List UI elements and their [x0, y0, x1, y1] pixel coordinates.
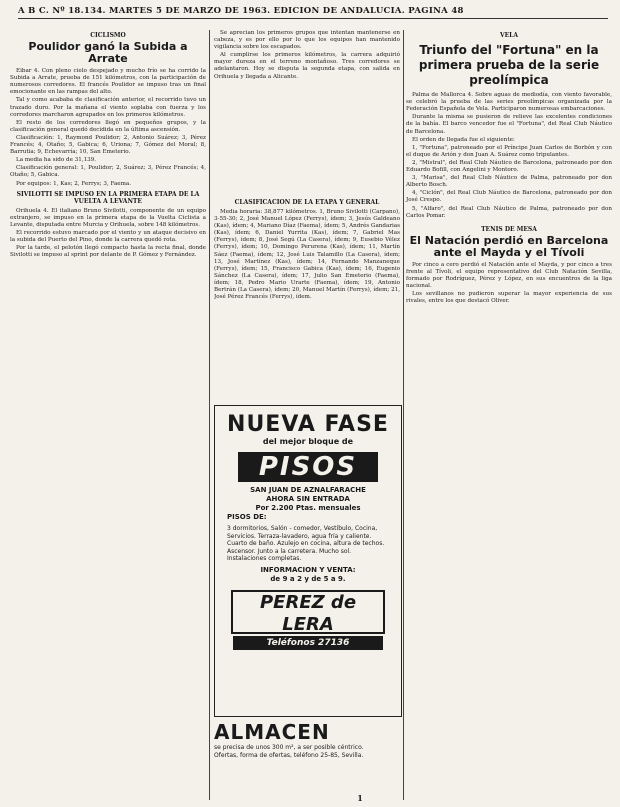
ad-headline: ALMACEN: [214, 720, 330, 744]
section-kicker: CICLISMO: [90, 32, 126, 39]
paragraph: El resto de los corredores llegó en pequeños grupos, y la clasificación general quedó decidida en la última ascensión.: [10, 119, 206, 133]
paragraph: Por equipos: 1, Kas; 2, Ferrys; 3, Faema.: [16, 180, 132, 187]
ad-text: se precisa de unos 300 m², a ser posible céntrico.: [214, 744, 364, 751]
paragraph: Tal y como acababa de clasificación anterior, el recorrido tuvo un trazado duro. Por la mañana el viento soplaba con fuerza y los corredores marcharon agrupados en los primeros kilómetros.: [10, 97, 206, 118]
headline: Triunfo del "Fortuna" en la primera prueba de la serie preolímpica: [418, 43, 600, 88]
ad-subline: del mejor bloque de: [262, 437, 354, 446]
paragraph: Clasificación general: 1, Poulidor; 2, Suárez; 3, Pérez Francés; 4, Otaño; 5, Gabica.: [10, 165, 206, 179]
ad-section-label: PISOS DE:: [227, 513, 267, 521]
advertisement-almacen: [214, 720, 400, 800]
section-kicker: TENIS DE MESA: [481, 225, 537, 233]
paragraph: Por la tarde, el pelotón llegó compacto hasta la recta final, donde Sivilotti se impuso al sprint por delante de P. Gómez y Fernández.: [10, 245, 206, 259]
paragraph: 1, "Fortuna", patroneado por el Príncipe Juan Carlos de Borbón y con el duque de Arión y don Juan A. Suárez como tripulantes.: [406, 144, 612, 158]
paragraph: Orihuela 4. El italiano Bruno Sivilotti, componente de un equipo extranjero, se impuso en la primera etapa de la Vuelta Ciclista a Levante, disputada entre Murcia y Orihuela, sobre 148 kilómetros.: [10, 207, 206, 228]
stage-results: [214, 196, 400, 403]
paragraph: 4, "Ciclón", del Real Club Náutico de Barcelona, patroneado por don José Crespo.: [406, 190, 612, 204]
paragraph: Por cinco a cero perdió el Natación ante el Mayda, y por cinco a tres frente al Tívoli, el equipo representativo del Club Natación Sevilla, formado por Rodríguez, Pérez y López, en sus encuentros de la liga nacional.: [406, 261, 612, 290]
paragraph: Se aprecian los primeros grupos que intentan mantenerse en cabeza, y es por ello por lo que los equipos han mantenido vigilancia sobre los escapados.: [214, 30, 400, 51]
paragraph: La media ha sido de 31,139.: [16, 157, 97, 164]
ad-hours: de 9 a 2 y de 5 a 9.: [270, 574, 346, 583]
results-text: Media horaria: 38,877 kilómetros. 1, Bruno Sivilotti (Carpano), 3-55-30; 2, José Manuel López (Ferrys), ídem; 3, Jesús Galdeano (Kas), ídem; 4, Mariano Díaz (Faema), ídem; 5, Andrés Gandarias (Kas), ídem; 6, Daniel Yurrita (Kas), ídem; 7, Gabriel Mas (Ferrys), ídem; 8, José Segú (La Casera), ídem; 9, Eusebio Vélez (Ferrys), ídem; 10, Domingo Perurena (Kas), ídem; 11, Martín Sáez (Faema), ídem; 12, José Luis Talamillo (La Casera), ídem; 13, José Martínez (Kas), ídem; 14, Fernando Manzaneque (Ferrys), ídem; 15, Francisco Gabica (Kas), ídem; 16, Eugenio Sánchez (La Casera), ídem; 17, Julio San Emeterio (Faema), ídem; 18, Pedro Mario Urarte (Faema), ídem; 19, Antonio Bertrán (La Casera), ídem; 20, Manuel Martín (Ferrys), ídem; 21, José Pérez Francés (Ferrys), ídem.: [214, 209, 400, 301]
ad-body: 3 dormitorios, Salón - comedor, Vestíbulo, Cocina, Servicios. Terraza-lavadero, agua fría y caliente. Cuarto de baño. Azulejo en cocina, altura de techos. Ascensor. Junto a la carretera. Mucho sol. Instalaciones completas.: [227, 525, 385, 562]
subheading: CLASIFICACION DE LA ETAPA Y GENERAL: [234, 199, 380, 206]
paragraph: 2, "Mistral", del Real Club Náutico de Barcelona, patroneado por don Eduardo Bofill, con Angelini y Montoro.: [406, 159, 612, 174]
paragraph: El orden de llegada fue el siguiente:: [412, 136, 515, 143]
ad-info-label: INFORMACION Y VENTA:: [260, 565, 356, 574]
ad-price: Por 2.200 Ptas. mensuales: [255, 504, 361, 512]
ad-offer: AHORA SIN ENTRADA: [266, 495, 350, 503]
ad-phone: Teléfonos 27136: [233, 636, 383, 650]
ad-text: Ofertas, forma de ofertas, teléfono 25-85, Sevilla.: [214, 751, 364, 759]
paragraph: Palma de Mallorca 4. Sobre aguas de mediodía, con viento favorable, se celebró la prueba de las series preolímpicas organizada por la Federación Española de Vela. Participaron numerosas embarcaciones.: [406, 92, 612, 113]
paragraph: El recorrido estuvo marcado por el viento y un ataque decisivo en la subida del Puerto del Pino, donde la carrera quedó rota.: [10, 229, 206, 243]
page-footer-mark: 1: [357, 793, 363, 803]
article-sailing: [400, 30, 612, 800]
paragraph: Durante la misma se pusieron de relieve las excelentes condiciones de la bahía. El barco vencedor fue el "Fortuna", del Real Club Náutico de Barcelona.: [406, 114, 612, 135]
paragraph: 3, "Marisa", del Real Club Náutico de Palma, patroneado por don Alberto Bosch.: [406, 175, 612, 189]
ad-agency-name: PEREZ de LERA: [259, 591, 357, 635]
ad-headline: NUEVA FASE: [227, 412, 389, 437]
article-cycling-continued: [214, 30, 400, 200]
article-cycling: [10, 30, 206, 800]
ad-brand-logo: PISOS: [238, 452, 378, 482]
paragraph: Clasificación: 1, Raymond Poulidor; 2, Antonio Suárez; 3, Pérez Francés; 4, Otaño; 5, Gabica; 6, Uriona; 7, Gómez del Moral; 8, Barrutia; 9, Echevarría; 10, San Emeterio.: [10, 134, 206, 156]
ad-agency-logo: [231, 590, 385, 648]
paragraph: Los sevillanos no pudieron superar la mayor experiencia de sus rivales, entre los que destacó Oliver.: [406, 291, 612, 305]
headline: El Natación perdió en Barcelona ante el Mayda y el Tívoli: [409, 233, 609, 259]
headline: Poulidor ganó la Subida a Arrate: [28, 40, 188, 66]
subheading: SIVILOTTI SE IMPUSO EN LA PRIMERA ETAPA DE LA VUELTA A LEVANTE: [16, 190, 200, 205]
advertisement-pisos: [214, 405, 402, 717]
page-header: A B C. Nº 18.134. MARTES 5 DE MARZO DE 1963. EDICION DE ANDALUCIA. PAGINA 48: [18, 6, 608, 19]
ad-location: SAN JUAN DE AZNALFARACHE: [250, 486, 366, 494]
section-kicker: VELA: [499, 32, 519, 39]
column-rule-left: [209, 30, 210, 800]
paragraph: Eibar 4. Con pleno cielo despejado y mucho frío se ha corrido la Subida a Arrate, prueba de 151 kilómetros, con la participación de numerosos corredores. El francés Poulidor se impuso tras un final emocionante en las rampas del alto.: [10, 68, 206, 96]
paragraph: Al cumplirse los primeros kilómetros, la carrera adquirió mayor dureza en el terreno montañoso. Tres corredores se adelantaron. Hoy se disputa la segunda etapa, con salida en Orihuela y llegada a Alicante.: [214, 52, 400, 80]
paragraph: 5, "Alfaro", del Real Club Náutico de Palma, patroneado por don Carlos Pomar.: [406, 205, 612, 219]
